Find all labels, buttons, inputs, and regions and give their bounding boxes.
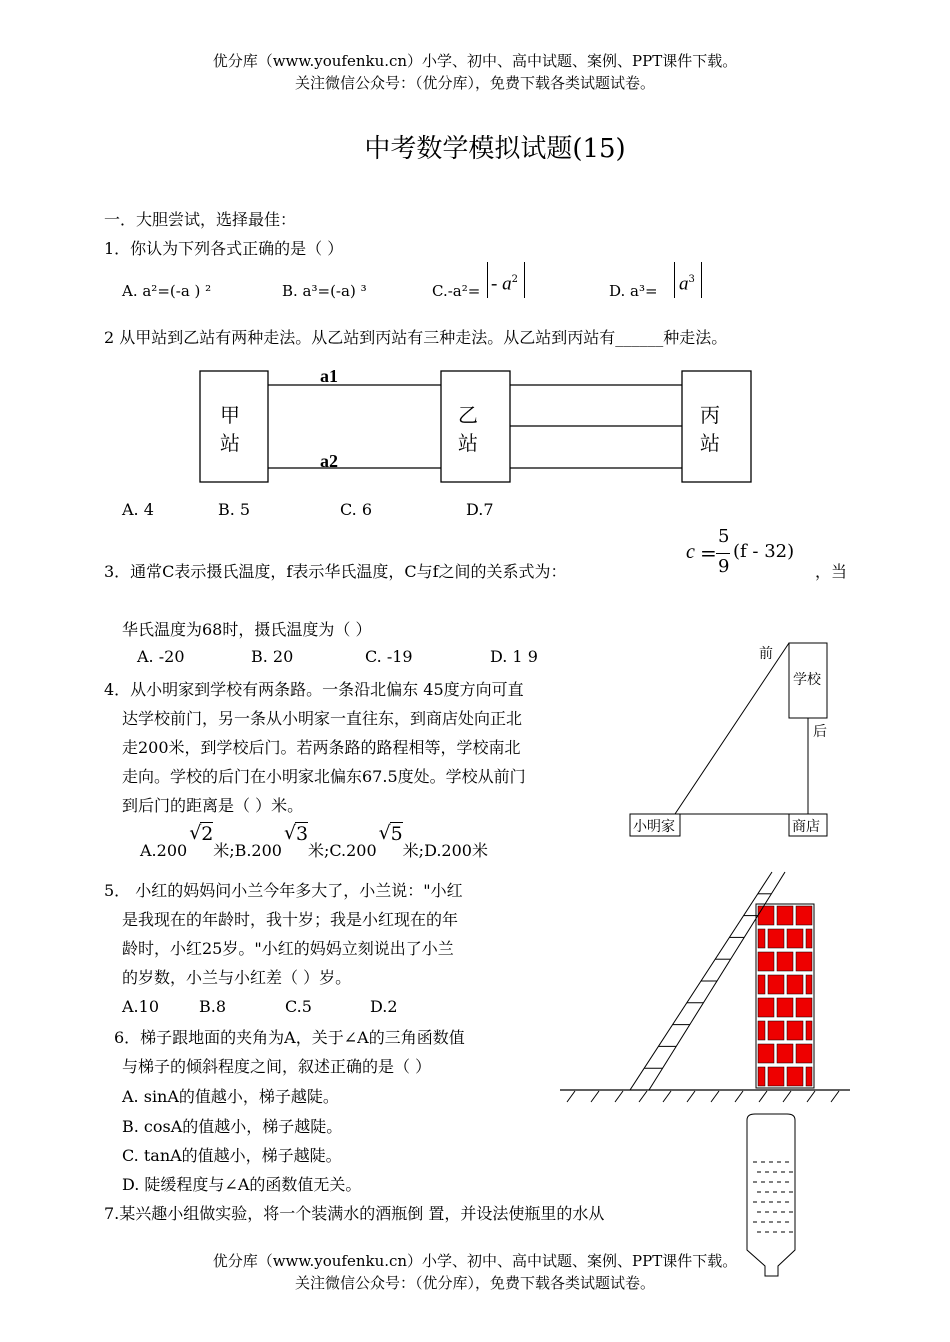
section-heading: 一．大胆尝试，选择最佳： (104, 210, 297, 229)
station-bing-label-1: 丙 (700, 403, 720, 427)
q6-option-c: C. tanA的值越小，梯子越陡。 (122, 1146, 342, 1165)
hatch-mark (831, 1091, 839, 1102)
route-a1-label: a1 (320, 366, 338, 386)
brick-wall (756, 904, 814, 1088)
hatch-mark (711, 1091, 719, 1102)
shop-label: 商店 (792, 819, 820, 835)
ladder-wall-figure (555, 862, 855, 1107)
hatch-mark (591, 1091, 599, 1102)
q4-line-1: 4．从小明家到学校有两条路。一条沿北偏东 45度方向可直 (104, 680, 524, 699)
station-bing-label-2: 站 (700, 431, 720, 455)
q5-option-b: B.8 (199, 997, 227, 1016)
q6-option-b: B. cosA的值越小，梯子越陡。 (122, 1117, 343, 1136)
brick (758, 1044, 774, 1063)
brick (758, 929, 765, 948)
q5-line-3: 龄时，小红25岁。"小红的妈妈立刻说出了小兰 (122, 939, 454, 958)
back-gate-label: 后 (813, 724, 827, 740)
header-line-1: 优分库（www.youfenku.cn）小学、初中、高中试题、案例、PPT课件下载。 (212, 52, 738, 70)
brick (758, 1021, 765, 1040)
q5-option-d: D.2 (370, 997, 398, 1016)
brick (758, 1067, 765, 1086)
q2-option-b: B. 5 (218, 500, 251, 519)
station-yi-label-2: 站 (458, 431, 478, 455)
q1-option-c-abs: - $a^2$ (487, 262, 525, 298)
hatch-mark (639, 1091, 647, 1102)
q3-stem: 3．通常C表示摄氏温度，f表示华氏温度，C与f之间的关系式为： (104, 562, 567, 581)
station-routes-diagram (190, 360, 760, 490)
q4-option-a-prefix: A.200 (140, 841, 188, 860)
hatch-mark (735, 1091, 743, 1102)
brick (758, 975, 765, 994)
brick (777, 952, 793, 971)
station-yi-label-1: 乙 (458, 403, 478, 427)
ground-hatching (567, 1091, 839, 1102)
q6-line-2: 与梯子的倾斜程度之间，叙述正确的是（ ） (122, 1057, 432, 1076)
brick (796, 1044, 812, 1063)
brick (806, 929, 812, 948)
q3-option-a: A. -20 (137, 647, 185, 666)
q3-formula (686, 528, 811, 586)
q5-line-4: 的岁数，小兰与小红差（ ）岁。 (122, 968, 352, 987)
q4-option-c-prefix: 米;C.200 (307, 841, 377, 860)
q1-option-d-abs: $a^3$ (674, 262, 702, 298)
q4-sqrt-3: √ 3 (283, 822, 309, 845)
brick (758, 906, 774, 925)
q3-option-b: B. 20 (251, 647, 294, 666)
q3-formula-eq: = (700, 541, 717, 565)
diagonal-route-line (675, 643, 789, 814)
q4-line-3: 走200米，到学校后门。若两条路的路程相等，学校南北 (122, 738, 521, 757)
q3-fraction-bar (716, 553, 730, 554)
q1-option-c: C.-a²= (432, 282, 481, 300)
q4-sqrt-5: √ 5 (378, 822, 403, 845)
q1-stem: 1．你认为下列各式正确的是（ ） (104, 239, 344, 258)
hatch-mark (687, 1091, 695, 1102)
home-label: 小明家 (633, 819, 675, 835)
brick (796, 906, 812, 925)
brick (758, 952, 774, 971)
ladder-rungs (644, 894, 771, 1068)
brick (777, 998, 793, 1017)
school-label: 学校 (793, 672, 821, 688)
route-a2-label: a2 (320, 451, 338, 471)
q4-option-d: 米;D.200米 (402, 841, 488, 860)
q2-option-c: C. 6 (340, 500, 373, 519)
hatch-mark (567, 1091, 575, 1102)
brick (806, 975, 812, 994)
q2-option-a: A. 4 (122, 500, 154, 519)
brick (796, 998, 812, 1017)
q1-option-b: B. a³=(-a) ³ (282, 282, 367, 300)
hatch-mark (663, 1091, 671, 1102)
brick (768, 929, 784, 948)
q5-option-a: A.10 (122, 997, 159, 1016)
q4-sqrt-2: √ 2 (189, 822, 214, 845)
q4-line-2: 达学校前门，另一条从小明家一直往东，到商店处向正北 (122, 709, 523, 728)
q2-option-d: D.7 (466, 500, 494, 519)
brick (806, 1021, 812, 1040)
q3-formula-numerator: 5 (718, 526, 730, 547)
q6-line-1: 6．梯子跟地面的夹角为A，关于∠A的三角函数值 (114, 1028, 465, 1047)
q3-option-d: D. 1 9 (490, 647, 538, 666)
q3-formula-denominator: 9 (718, 556, 730, 577)
brick (768, 1067, 784, 1086)
brick (787, 1067, 803, 1086)
q4-options (140, 822, 488, 861)
front-gate-label: 前 (759, 646, 773, 662)
station-jia-label-1: 甲 (220, 403, 240, 427)
brick (768, 1021, 784, 1040)
hatch-mark (615, 1091, 623, 1102)
brick (787, 975, 803, 994)
hatch-mark (783, 1091, 791, 1102)
q3-formula-c: c (686, 541, 695, 563)
brick (796, 952, 812, 971)
q5-line-1: 5． 小红的妈妈问小兰今年多大了，小兰说："小红 (104, 881, 463, 900)
brick (777, 1044, 793, 1063)
brick (768, 975, 784, 994)
q4-option-b-prefix: 米;B.200 (213, 841, 282, 860)
q7-line-1: 7.某兴趣小组做实验，将一个装满水的酒瓶倒 置，并设法使瓶里的水从 (104, 1204, 605, 1223)
q3-stem-2: 华氏温度为68时，摄氏温度为（ ） (122, 620, 372, 639)
q5-line-2: 是我现在的年龄时，我十岁；我是小红现在的年 (122, 910, 459, 929)
hatch-mark (759, 1091, 767, 1102)
q3-stem-tail: ，当 (815, 562, 848, 581)
q1-option-d: D. a³= (609, 282, 658, 300)
q5-option-c: C.5 (285, 997, 312, 1016)
page-title: 中考数学模拟试题(15) (364, 134, 626, 164)
brick (758, 998, 774, 1017)
header-line-2: 关注微信公众号：（优分库），免费下载各类试题试卷。 (294, 74, 655, 92)
brick (806, 1067, 812, 1086)
q6-option-d: D. 陡缓程度与∠A的函数值无关。 (122, 1175, 362, 1194)
brick (777, 906, 793, 925)
q2-stem: 2 从甲站到乙站有两种走法。从乙站到丙站有三种走法。从乙站到丙站有______种走法。 (104, 328, 728, 347)
q3-formula-rest: (f - 32) (733, 541, 795, 562)
brick (787, 1021, 803, 1040)
q6-option-a: A. sinA的值越小，梯子越陡。 (122, 1087, 339, 1106)
q4-line-4: 走向。学校的后门在小明家北偏东67.5度处。学校从前门 (122, 767, 526, 786)
school-route-diagram (625, 638, 840, 843)
q1-option-a: A. a²=(-a ) ² (122, 282, 212, 300)
brick (787, 929, 803, 948)
q4-line-5: 到后门的距离是（ ）米。 (122, 796, 304, 815)
hatch-mark (807, 1091, 815, 1102)
footer-line-2: 关注微信公众号：（优分库），免费下载各类试题试卷。 (294, 1274, 655, 1292)
station-jia-label-2: 站 (220, 431, 240, 455)
footer-line-1: 优分库（www.youfenku.cn）小学、初中、高中试题、案例、PPT课件下载。 (212, 1252, 738, 1270)
q3-option-c: C. -19 (365, 647, 413, 666)
